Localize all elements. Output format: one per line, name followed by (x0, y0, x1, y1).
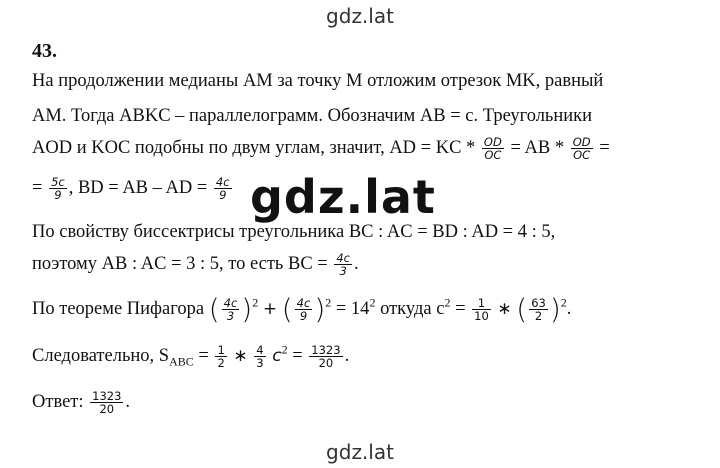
line3-text-b: = AB * (510, 137, 565, 158)
fraction-5c-9: $\frac{5c}{9}$ (51, 175, 65, 202)
answer-fraction: $\frac{1323}{20}$ (92, 389, 122, 416)
text-line-1: На продолжении медианы AM за точку M отложим отрезок MK, равный (32, 71, 604, 91)
text-line-5: По свойству биссектрисы треугольника BC : AC = BD : AD = 4 : 5, (32, 222, 556, 242)
line3-text-a: AOD и KOC подобны по двум углам, значит, AD = KC * (32, 137, 476, 158)
fraction-od-oc-2: $\frac{OD}{OC}$ (572, 135, 591, 162)
fraction-1-2: $\frac{1}{2}$ (217, 343, 225, 370)
answer-line: Ответ: $\frac{1323}{20}$ . (32, 389, 131, 416)
fraction-4c-3: $\frac{4c}{3}$ (336, 251, 350, 278)
fraction-63-2: $\frac{63}{2}$ (531, 296, 546, 323)
watermark-bottom: gdz.lat (326, 440, 394, 464)
fraction-4c-3-b: $\frac{4c}{3}$ (223, 296, 238, 323)
watermark-top: gdz.lat (326, 4, 394, 28)
line3-text-c: = (599, 137, 610, 158)
text-line-4: = $\frac{5c}{9}$ , BD = AB – AD = $\frac{4c}{9}$ (32, 175, 230, 202)
watermark-middle: gdz.lat (250, 170, 436, 224)
text-line-6: поэтому AB : AC = 3 : 5, то есть BC = $\frac{4c}{3}$ . (32, 251, 359, 278)
text-line-3 (32, 136, 610, 161)
fraction-4c-9-b: $\frac{4c}{9}$ (296, 296, 311, 323)
fraction-4c-9: $\frac{4c}{9}$ (215, 175, 230, 202)
text-line-8: Следовательно, $S_{ABC}$ = $\frac{1}{2}$ ∗ $\frac{4}{3}$ $c^2$ = $\frac{1323}{20}$ . (32, 342, 350, 370)
fraction-4-3: $\frac{4}{3}$ (256, 343, 264, 370)
fraction-od-oc: $\frac{OD}{OC}$ (483, 135, 502, 162)
text-line-2: AM. Тогда ABKC – параллелограмм. Обозначим AB = c. Треугольники (32, 106, 593, 126)
answer-label: Ответ: (32, 391, 84, 412)
fraction-1323-20: $\frac{1323}{20}$ (311, 343, 341, 370)
text-line-7: По теореме Пифагора ( $\frac{4c}{3}$ )$^2$ + ( $\frac{4c}{9}$ )$^2 = 14^2$ откуда $c^2$ = $\frac{1}{10}$ ∗ ( $\frac{63}{2}$ )$^2$. (32, 292, 572, 326)
fraction-1-10: $\frac{1}{10}$ (474, 296, 489, 323)
problem-number: 43. (32, 40, 57, 62)
